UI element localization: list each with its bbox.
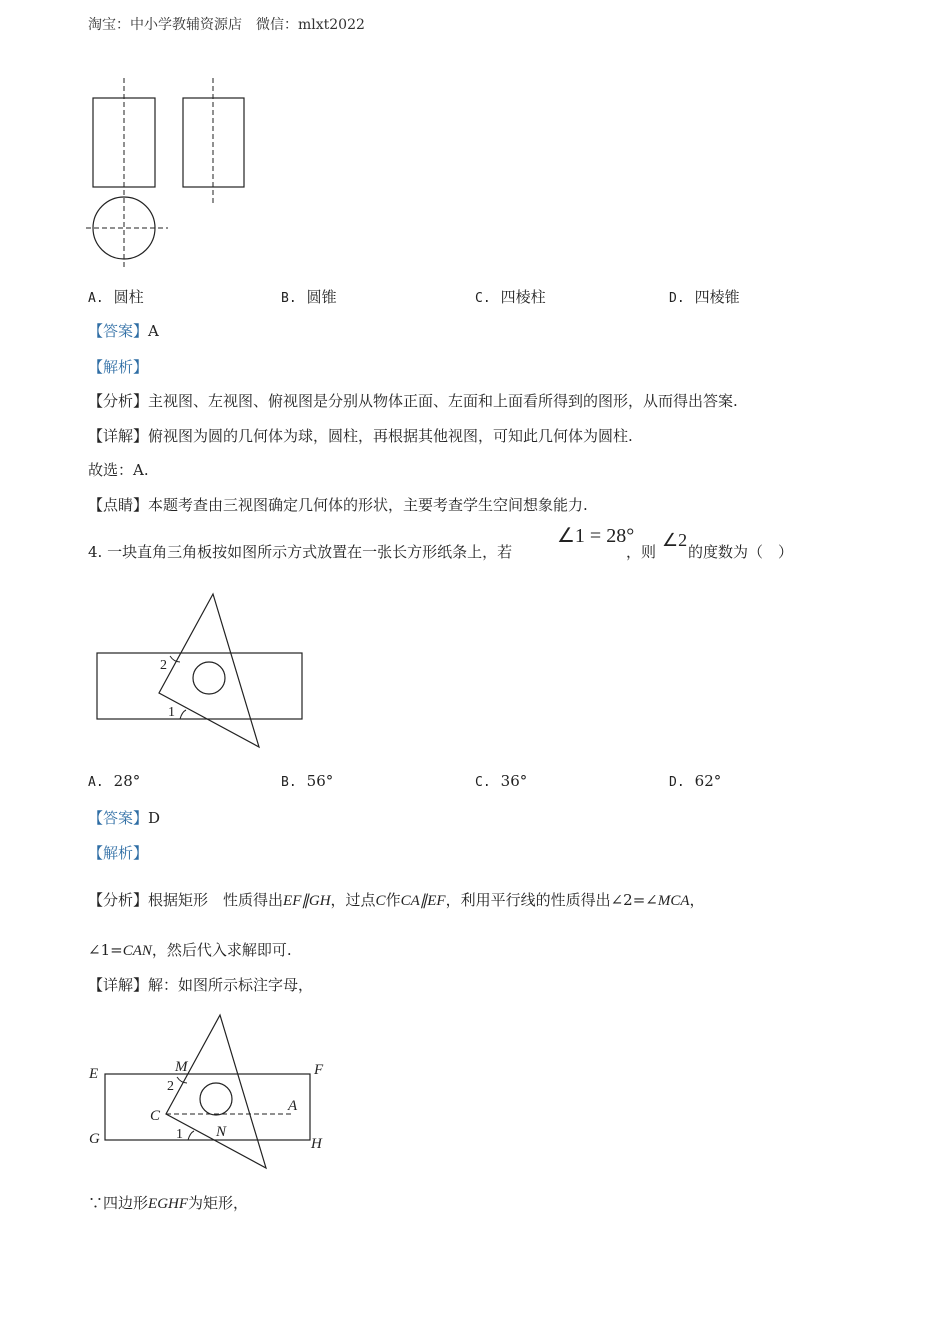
label-f: F xyxy=(314,1062,324,1078)
q4-stem-mid: ，则 xyxy=(626,543,657,561)
angle1-arc xyxy=(180,710,186,719)
three-view-figure xyxy=(84,78,174,270)
q3-option-d: D. 四棱锥 xyxy=(669,288,740,306)
q3-xiangjie: 【详解】俯视图为圆的几何体为球，圆柱，再根据其他视图，可知此几何体为圆柱. xyxy=(88,427,633,445)
side-view-figure xyxy=(180,78,250,206)
angle1-arc xyxy=(188,1131,194,1140)
angle1-label: 1 xyxy=(168,705,175,720)
q4-option-c: C. 36° xyxy=(475,772,528,790)
label-n: N xyxy=(216,1124,227,1140)
q4-option-a: A. 28° xyxy=(88,772,141,790)
q4-option-d: D. 62° xyxy=(669,772,722,790)
angle2-label: 2 xyxy=(167,1079,174,1094)
angle2-label: 2 xyxy=(160,658,167,673)
q4-formula-angle2: ∠2 xyxy=(662,530,688,550)
angle1-label: 1 xyxy=(176,1127,183,1142)
q3-option-b: B. 圆锥 xyxy=(281,288,337,306)
q3-option-c: C. 四棱柱 xyxy=(475,288,546,306)
q4-stem-suffix: 的度数为（ ） xyxy=(688,543,794,561)
paper-strip xyxy=(97,653,302,719)
label-e: E xyxy=(89,1066,99,1082)
q3-option-a: A. 圆柱 xyxy=(88,288,144,306)
q3-answer: 【答案】A xyxy=(88,322,159,340)
page-header: 淘宝：中小学教辅资源店 微信：mlxt2022 xyxy=(88,17,365,33)
q3-guxuan: 故选：A. xyxy=(88,461,149,479)
q4-option-b: B. 56° xyxy=(281,772,334,790)
right-triangle xyxy=(166,1015,266,1168)
label-m: M xyxy=(175,1059,188,1075)
q4-fenxi-line1: 【分析】根据矩形 性质得出EF∥GH，过点C作CA∥EF，利用平行线的性质得出∠2=∠MCA， xyxy=(88,891,705,909)
q4-because-line: ∵四边形EGHF为矩形， xyxy=(88,1194,249,1212)
label-h: H xyxy=(311,1136,322,1152)
q4-fenxi-line2: ∠1=CAN，然后代入求解即可. xyxy=(88,941,292,959)
q3-dianjing: 【点睛】本题考查由三视图确定几何体的形状，主要考查学生空间想象能力. xyxy=(88,496,588,514)
q4-figure-1 xyxy=(96,592,306,752)
q3-analysis-tag: 【解析】 xyxy=(88,358,149,376)
q4-figure-2 xyxy=(86,1012,336,1172)
triangle-hole xyxy=(193,662,225,694)
q4-formula-angle1: ∠1 = 28° xyxy=(557,525,635,547)
label-g: G xyxy=(89,1131,100,1147)
q4-analysis-tag: 【解析】 xyxy=(88,844,149,862)
triangle-hole xyxy=(200,1083,232,1115)
label-a: A xyxy=(288,1098,298,1114)
right-triangle xyxy=(159,594,259,747)
q4-answer: 【答案】D xyxy=(88,809,161,827)
q4-stem-prefix: 4. 一块直角三角板按如图所示方式放置在一张长方形纸条上，若 xyxy=(88,543,513,561)
q4-xiangjie: 【详解】解：如图所示标注字母， xyxy=(88,976,314,994)
label-c: C xyxy=(150,1108,161,1124)
q3-fenxi: 【分析】主视图、左视图、俯视图是分别从物体正面、左面和上面看所得到的图形，从而得出答案. xyxy=(88,392,738,410)
rectangle-eghf xyxy=(105,1074,310,1140)
